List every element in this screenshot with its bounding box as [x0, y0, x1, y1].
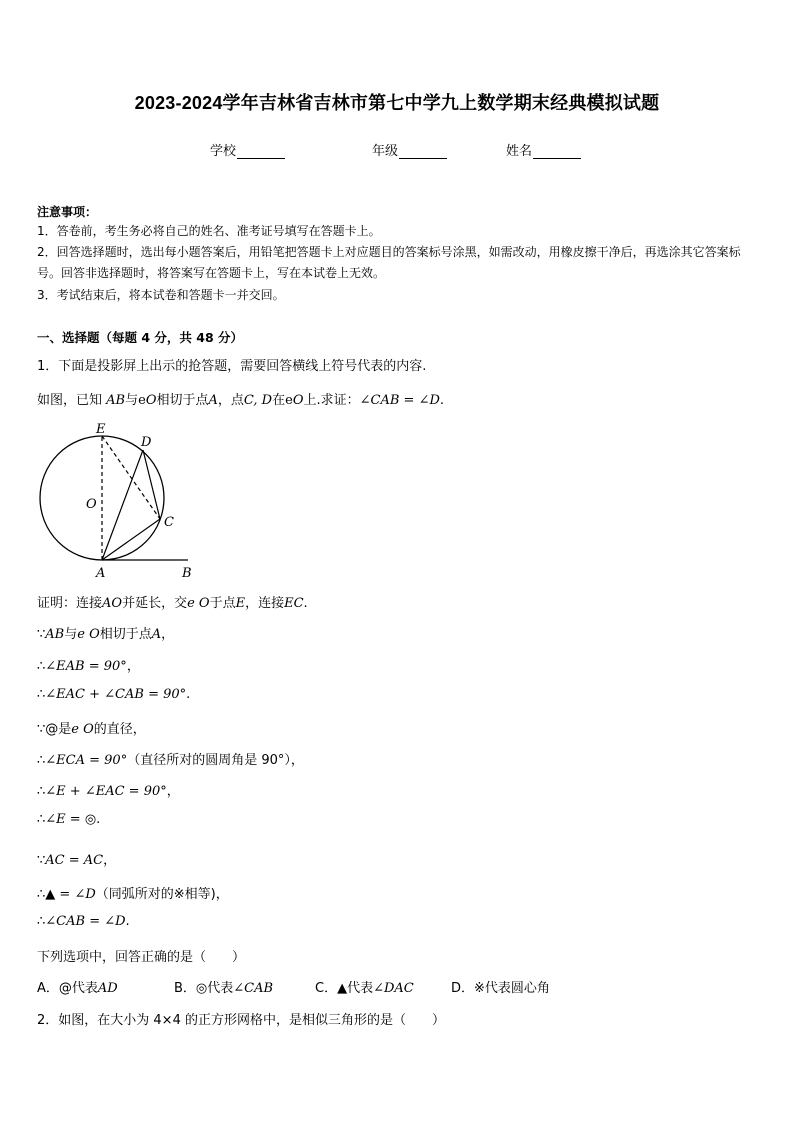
option-math: ∠DAC [373, 981, 414, 996]
option-label: A．@代表 [37, 981, 98, 996]
text: ∴ [37, 914, 46, 929]
name-blank[interactable] [533, 146, 581, 159]
text: . [125, 914, 130, 929]
name-label: 姓名 [506, 144, 533, 159]
q1-ask: 下列选项中，回答正确的是（ ） [37, 950, 246, 965]
label-c: C [164, 515, 174, 530]
math: ∠CAB = ∠D [45, 914, 126, 929]
grade-label: 年级 [372, 144, 399, 159]
text: . [439, 393, 445, 408]
text: ， [166, 784, 180, 799]
math: AC = AC [45, 853, 104, 868]
math: AB [45, 627, 65, 642]
text: . [96, 812, 101, 827]
text: ，连接 [245, 596, 285, 611]
text: 相切于点 [99, 627, 152, 642]
math: ∠ECA = 90° [45, 753, 128, 768]
q1-stem: 1．下面是投影屏上出示的抢答题，需要回答横线上符号代表的内容. [37, 359, 427, 374]
text: （直径所对的圆周角是 90°）， [127, 753, 304, 768]
proof-line [37, 655, 140, 674]
note-item: 3．考试结束后，将本试卷和答题卡一并交回。 [37, 288, 285, 302]
text: 上.求证： [303, 393, 360, 408]
segment-ac [102, 519, 160, 560]
school-field [210, 140, 285, 159]
text: ∵ [37, 627, 46, 642]
option-c[interactable] [315, 977, 414, 996]
label-b: B [182, 566, 192, 581]
math: e [285, 393, 293, 408]
proof-line [37, 849, 116, 868]
text: 在 [272, 393, 286, 408]
circle-tangent-figure [30, 420, 210, 585]
name-field [506, 140, 581, 159]
proof-line [37, 883, 229, 902]
text: 如图，已知 [37, 393, 103, 408]
math: ∠CAB = ∠D [359, 393, 440, 408]
text: 相切于点 [156, 393, 209, 408]
text: ∴ [37, 784, 46, 799]
text: ∴ [37, 659, 46, 674]
text: ，点 [217, 393, 244, 408]
math: ∠E = ◎ [45, 812, 97, 827]
option-label: D．※代表圆心角 [451, 981, 550, 996]
notes-heading: 注意事项： [37, 205, 98, 219]
math: e O [77, 627, 100, 642]
option-label: B．◎代表 [174, 981, 234, 996]
proof-line [37, 812, 100, 827]
text: ∴ [37, 753, 46, 768]
text: 于点 [209, 596, 236, 611]
option-label: C．▲代表 [315, 981, 374, 996]
note-item: 1．答卷前，考生务必将自己的姓名、准考证号填写在答题卡上。 [37, 224, 381, 238]
math: e [138, 393, 146, 408]
q1-given [37, 389, 444, 408]
option-a[interactable] [37, 977, 118, 996]
text: （同弧所对的※相等)， [95, 887, 229, 902]
option-d[interactable] [451, 977, 550, 996]
text: ∵@是 [37, 722, 72, 737]
proof-line [37, 592, 308, 611]
school-blank[interactable] [237, 146, 285, 159]
math: O [292, 393, 304, 408]
school-label: 学校 [210, 144, 237, 159]
text: ， [126, 659, 140, 674]
text: ∵ [37, 853, 46, 868]
math: C, D [243, 393, 273, 408]
math: AB [106, 393, 126, 408]
text: . [186, 687, 191, 702]
math: A [208, 393, 218, 408]
label-a: A [96, 566, 106, 581]
math: ∠EAB = 90° [45, 659, 127, 674]
proof-line [37, 718, 146, 737]
proof-line [37, 749, 304, 768]
text: ∴ [37, 687, 46, 702]
grade-blank[interactable] [399, 146, 447, 159]
grade-field [372, 140, 447, 159]
text: ∴ [37, 812, 46, 827]
text: 并延长，交 [122, 596, 188, 611]
text: 的直径， [93, 722, 146, 737]
label-e: E [96, 422, 106, 437]
text: 与 [64, 627, 78, 642]
option-math: AD [97, 981, 118, 996]
option-b[interactable] [174, 977, 273, 996]
text: ， [103, 853, 117, 868]
q2-stem: 2．如图，在大小为 4×4 的正方形网格中，是相似三角形的是（ ） [37, 1013, 445, 1028]
text: ∴▲ [37, 887, 56, 902]
text: . [303, 596, 308, 611]
exam-title: 2023-2024学年吉林省吉林市第七中学九上数学期末经典模拟试题 [134, 93, 660, 113]
proof-line [37, 687, 190, 702]
option-math: ∠CAB [233, 981, 274, 996]
proof-line [37, 780, 180, 799]
text: ， [161, 627, 175, 642]
segment-ad [102, 450, 143, 560]
proof-line [37, 623, 174, 642]
note-item: 2．回答选择题时，选出每小题答案后，用铅笔把答题卡上对应题目的答案标号涂黑，如需改动，用橡皮擦干净后，再选涂其它答案标号。回答非选择题时，将答案写在答题卡上，写在本试卷上无效。 [37, 245, 741, 280]
text: 与 [125, 393, 139, 408]
math: E [235, 596, 246, 611]
label-d: D [141, 435, 152, 450]
math: ∠E + ∠EAC = 90° [45, 784, 167, 799]
math: A [151, 627, 162, 642]
section-heading: 一、选择题（每题 4 分，共 48 分） [37, 330, 244, 345]
math: e O [187, 596, 210, 611]
math: ∠EAC + ∠CAB = 90° [45, 687, 187, 702]
math: EC [284, 596, 304, 611]
proof-line [37, 914, 130, 929]
text: 证明：连接 [37, 596, 103, 611]
math: = ∠D [55, 887, 96, 902]
math: O [145, 393, 157, 408]
math: AO [102, 596, 123, 611]
label-o: O [86, 497, 97, 512]
math: e O [71, 722, 94, 737]
